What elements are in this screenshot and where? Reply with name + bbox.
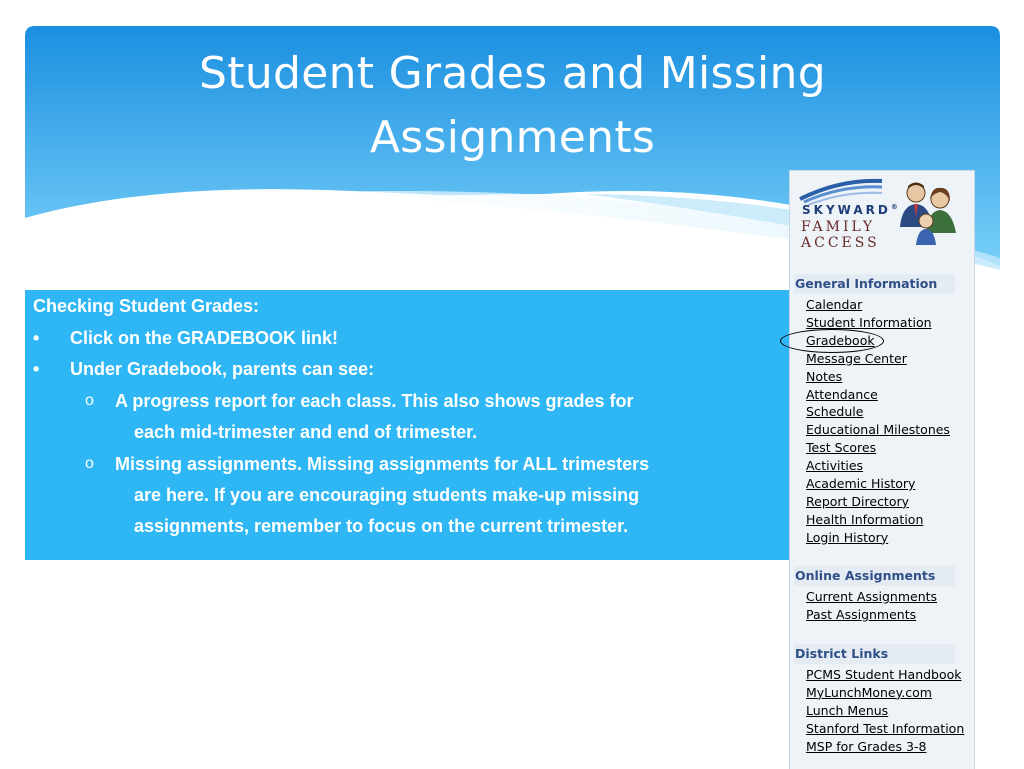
logo-access-text: ACCESS bbox=[801, 235, 880, 251]
nav-link-gradebook[interactable]: Gradebook bbox=[806, 332, 875, 348]
section-district-links: District Links bbox=[794, 644, 955, 664]
section-general-information: General Information bbox=[794, 274, 955, 294]
missing-line-2: are here. If you are encouraging students make-up missing bbox=[134, 485, 640, 505]
slide-title bbox=[25, 42, 1000, 170]
nav-link-schedule[interactable]: Schedule bbox=[806, 404, 864, 420]
nav-link-educational-milestones[interactable]: Educational Milestones bbox=[806, 422, 950, 438]
family-people-icon bbox=[894, 177, 966, 249]
title-line-1: Student Grades and Missing bbox=[199, 48, 826, 99]
sub-bullet-icon: o bbox=[85, 455, 94, 472]
nav-link-mylunchmoney-com[interactable]: MyLunchMoney.com bbox=[806, 684, 932, 700]
nav-link-activities[interactable]: Activities bbox=[806, 458, 864, 474]
nav-link-health-information[interactable]: Health Information bbox=[806, 511, 924, 527]
nav-link-current-assignments[interactable]: Current Assignments bbox=[806, 589, 938, 604]
nav-link-notes[interactable]: Notes bbox=[806, 368, 843, 384]
nav-link-calendar[interactable]: Calendar bbox=[806, 297, 863, 312]
progress-report-line-1: A progress report for each class. This also shows grades for bbox=[115, 391, 634, 411]
title-line-2: Assignments bbox=[369, 112, 656, 163]
nav-link-msp-for-grades-3-8[interactable]: MSP for Grades 3-8 bbox=[806, 738, 927, 754]
nav-link-past-assignments[interactable]: Past Assignments bbox=[806, 606, 917, 622]
logo-registered-mark: ® bbox=[890, 203, 901, 211]
skyward-nav-panel bbox=[789, 170, 975, 769]
sub-bullet-icon: o bbox=[85, 392, 94, 409]
content-heading: Checking Student Grades: bbox=[33, 296, 260, 316]
skyward-logo bbox=[790, 171, 974, 261]
nav-link-lunch-menus[interactable]: Lunch Menus bbox=[806, 702, 889, 718]
nav-link-login-history[interactable]: Login History bbox=[806, 529, 889, 545]
logo-skyward-word: SKYWARD bbox=[802, 203, 891, 217]
bullet-parents-see: Under Gradebook, parents can see: bbox=[70, 359, 375, 379]
logo-skyward-text bbox=[802, 203, 901, 217]
nav-link-message-center[interactable]: Message Center bbox=[806, 350, 907, 366]
missing-line-3: assignments, remember to focus on the current trimester. bbox=[134, 516, 629, 536]
nav-link-test-scores[interactable]: Test Scores bbox=[806, 440, 877, 456]
nav-link-report-directory[interactable]: Report Directory bbox=[806, 493, 910, 509]
bullet-icon: • bbox=[33, 328, 40, 348]
bullet-gradebook: Click on the GRADEBOOK link! bbox=[70, 328, 339, 348]
section-online-assignments: Online Assignments bbox=[794, 566, 955, 586]
nav-link-attendance[interactable]: Attendance bbox=[806, 386, 878, 402]
content-box bbox=[25, 290, 790, 560]
nav-link-student-information[interactable]: Student Information bbox=[806, 314, 932, 330]
missing-line-1: Missing assignments. Missing assignments for ALL trimesters bbox=[115, 454, 650, 474]
nav-link-pcms-student-handbook[interactable]: PCMS Student Handbook bbox=[806, 667, 962, 682]
logo-family-text: FAMILY bbox=[801, 219, 876, 235]
progress-report-line-2: each mid-trimester and end of trimester. bbox=[134, 422, 478, 442]
nav-link-academic-history[interactable]: Academic History bbox=[806, 476, 916, 491]
nav-link-stanford-test-information[interactable]: Stanford Test Information bbox=[806, 720, 965, 736]
bullet-icon: • bbox=[33, 359, 40, 379]
